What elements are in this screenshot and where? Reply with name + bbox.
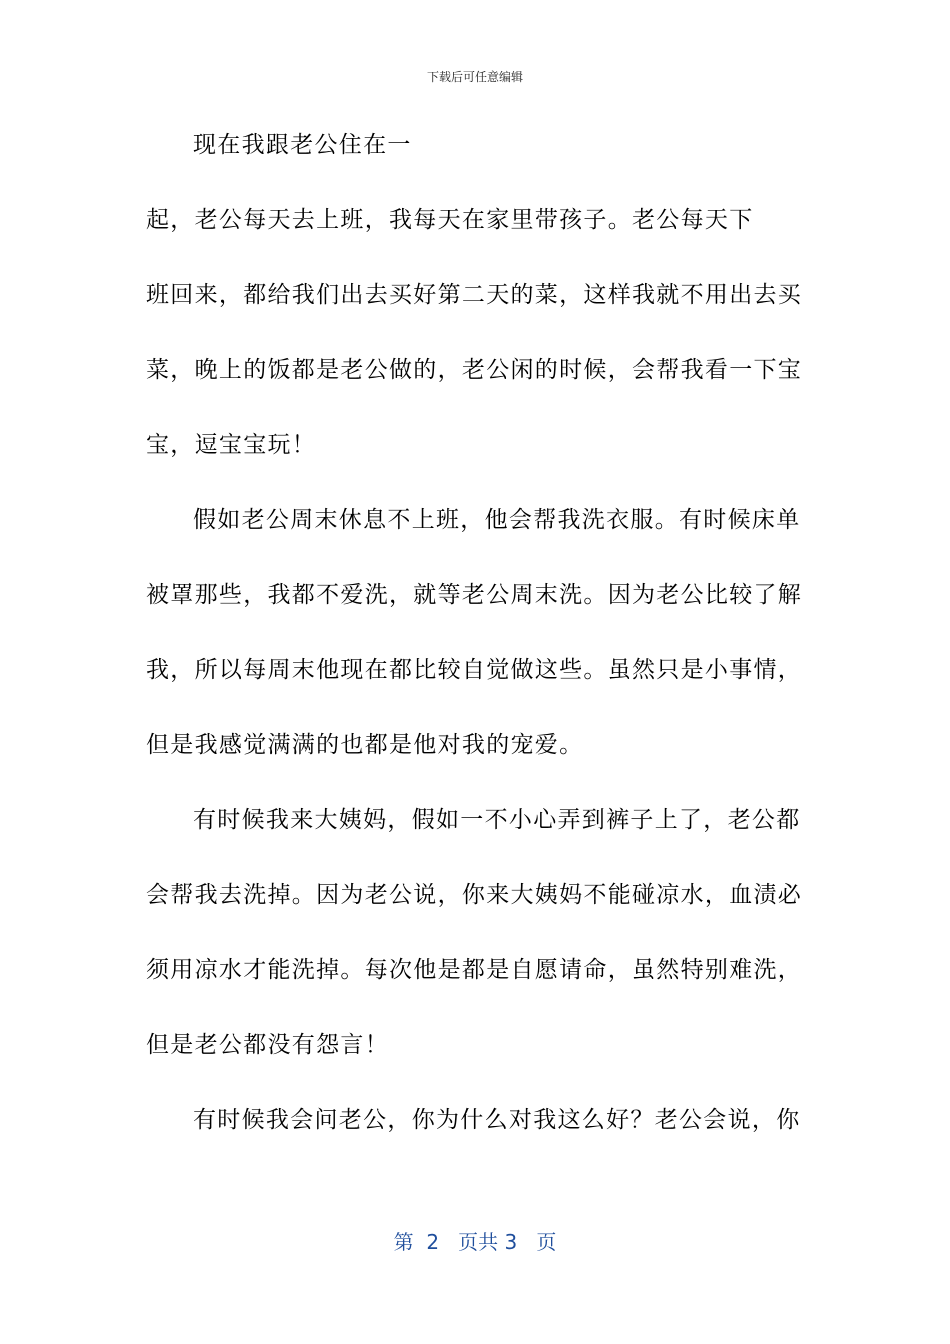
paragraph-line: 假如老公周末休息不上班，他会帮我洗衣服。有时候床单 bbox=[193, 507, 801, 533]
paragraph-line: 被罩那些，我都不爱洗，就等老公周末洗。因为老公比较了解 bbox=[146, 582, 803, 608]
paragraph-line: 但是我感觉满满的也都是他对我的宠爱。 bbox=[146, 732, 584, 758]
paragraph-line: 宝，逗宝宝玩！ bbox=[146, 432, 317, 458]
paragraph-line: 有时候我来大姨妈，假如一不小心弄到裤子上了，老公都 bbox=[193, 807, 801, 833]
paragraph-line: 现在我跟老公住在一 bbox=[193, 132, 412, 158]
header-note: 下载后可任意编辑 bbox=[426, 70, 523, 84]
paragraph-line: 菜，晚上的饭都是老公做的，老公闲的时候，会帮我看一下宝 bbox=[146, 357, 803, 383]
paragraph-line: 会帮我去洗掉。因为老公说，你来大姨妈不能碰凉水，血渍必 bbox=[146, 882, 803, 908]
paragraph-line: 起，老公每天去上班，我每天在家里带孩子。老公每天下 bbox=[146, 207, 754, 233]
paragraph-line: 有时候我会问老公，你为什么对我这么好？老公会说，你 bbox=[193, 1107, 801, 1133]
page-number: 第 2 页共 3 页 bbox=[393, 1230, 557, 1254]
paragraph-line: 班回来，都给我们出去买好第二天的菜，这样我就不用出去买 bbox=[146, 282, 803, 308]
paragraph-line: 我，所以每周末他现在都比较自觉做这些。虽然只是小事情， bbox=[146, 657, 803, 683]
paragraph-line: 须用凉水才能洗掉。每次他是都是自愿请命，虽然特别难洗， bbox=[146, 957, 803, 983]
paragraph-line: 但是老公都没有怨言！ bbox=[146, 1032, 389, 1058]
